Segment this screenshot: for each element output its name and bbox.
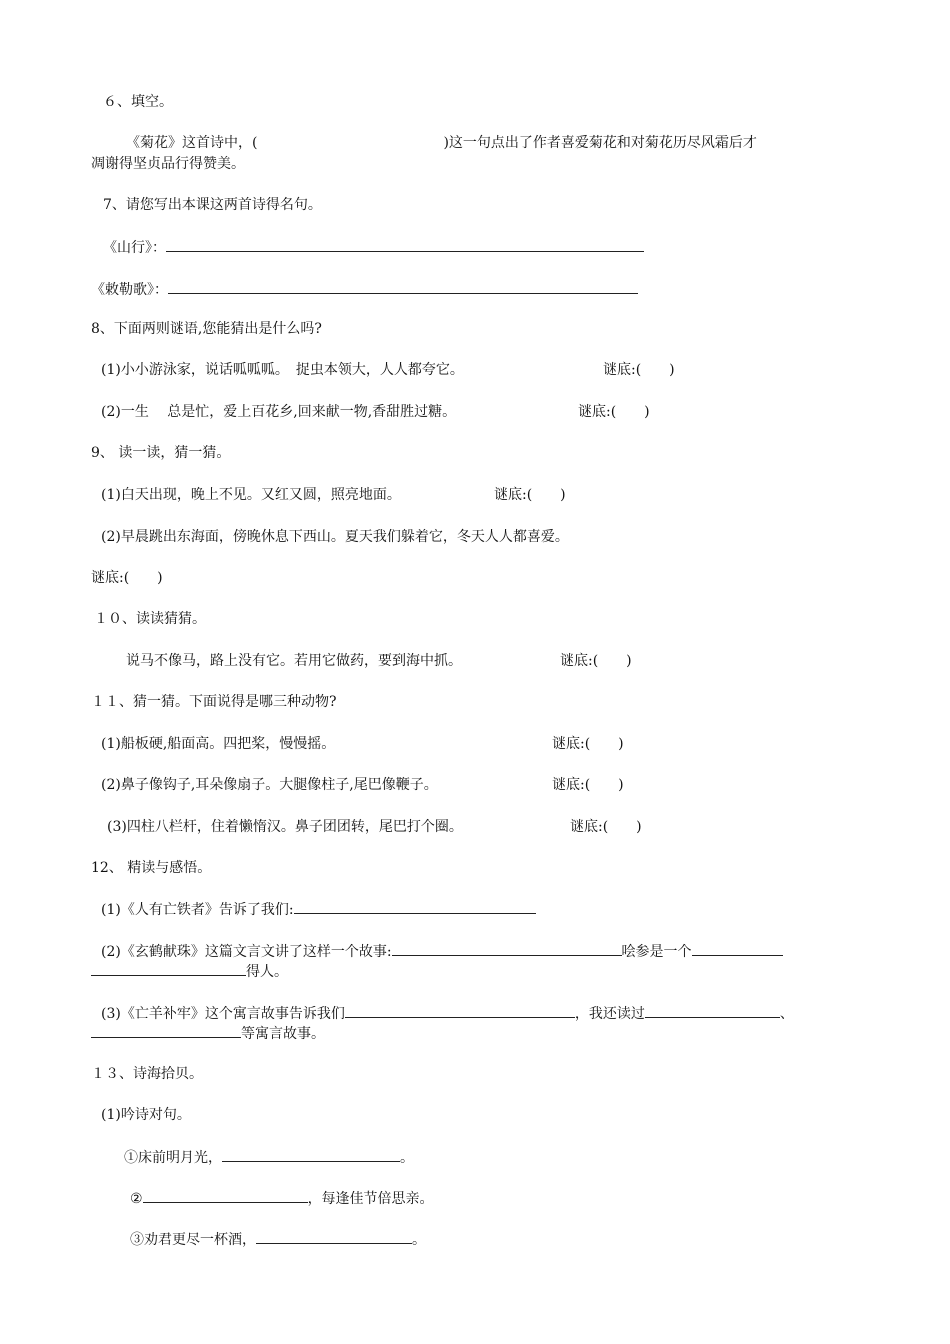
q11-riddle-1-answer[interactable]: 谜底:( ) bbox=[552, 736, 624, 752]
q11-riddle-2: (2)鼻子像钩子,耳朵像扇子。大腿像柱子,尾巴像鞭子。 bbox=[101, 777, 438, 793]
q12-item-3-blank-2[interactable] bbox=[645, 1003, 780, 1018]
q7-heading: 7、请您写出本课这两首诗得名句。 bbox=[103, 197, 322, 213]
q12-item-2-text-c: 得人。 bbox=[246, 964, 288, 980]
q9-heading: 9、 读一读，猜一猜。 bbox=[91, 445, 231, 461]
q12-item-3-text-c: 、 bbox=[779, 1006, 794, 1022]
q12-item-2-line2 bbox=[91, 961, 288, 981]
q8-riddle-2-answer[interactable]: 谜底:( ) bbox=[578, 404, 650, 420]
q7-chilege-label: 《敕勒歌》： bbox=[91, 282, 168, 298]
q9-riddle-1: (1)白天出现，晚上不见。又红又圆，照亮地面。 bbox=[101, 487, 401, 503]
q12-heading: 12、 精读与感悟。 bbox=[91, 860, 212, 876]
q10-heading: １０、读读猜猜。 bbox=[94, 611, 206, 627]
q10-riddle-1: 说马不像马，路上没有它。若用它做药，要到海中抓。 bbox=[126, 653, 462, 669]
q12-item-2-text-b: 哙参是一个 bbox=[621, 944, 692, 960]
q12-item-3-blank-1[interactable] bbox=[345, 1003, 575, 1018]
q13-poem-1-text-b: 。 bbox=[400, 1150, 414, 1166]
q12-item-2-text-a: (2)《玄鹤献珠》这篇文言文讲了这样一个故事: bbox=[101, 944, 392, 960]
q9-riddle-2-answer[interactable]: 谜底:( ) bbox=[91, 570, 163, 586]
q11-riddle-1: (1)船板硬,船面高。四把桨，慢慢摇。 bbox=[101, 736, 336, 752]
q13-poem-2-text-a: ② bbox=[130, 1191, 143, 1207]
q10-riddle-1-answer[interactable]: 谜底:( ) bbox=[560, 653, 632, 669]
q8-riddle-1-answer[interactable]: 谜底:( ) bbox=[603, 362, 675, 378]
q11-riddle-3-answer[interactable]: 谜底:( ) bbox=[570, 819, 642, 835]
q13-poem-3-text-a: ③劝君更尽一杯酒， bbox=[130, 1232, 256, 1248]
q6-line1-b: )这一句点出了作者喜爱菊花和对菊花历尽风霜后才 bbox=[443, 135, 757, 151]
q13-poem-3-text-b: 。 bbox=[412, 1232, 426, 1248]
q6-line1-a: 《菊花》这首诗中，( bbox=[126, 135, 258, 151]
q9-riddle-1-answer[interactable]: 谜底:( ) bbox=[494, 487, 566, 503]
q8-riddle-1: (1)小小游泳家，说话呱呱呱。 捉虫本领大，人人都夸它。 bbox=[101, 362, 464, 378]
q13-poem-1 bbox=[124, 1147, 414, 1167]
q12-item-3-line1 bbox=[101, 1003, 794, 1023]
q13-poem-2 bbox=[130, 1188, 434, 1208]
q12-item-1 bbox=[101, 899, 536, 919]
q7-shanxing-label: 《山行》： bbox=[103, 240, 166, 256]
q13-heading: １３、诗海拾贝。 bbox=[91, 1066, 203, 1082]
q7-chilege-row bbox=[91, 279, 638, 299]
q7-shanxing-blank[interactable] bbox=[166, 237, 644, 252]
q8-riddle-2: (2)一生 总是忙，爱上百花乡,回来献一物,香甜胜过糖。 bbox=[101, 404, 457, 420]
q6-line1 bbox=[126, 133, 757, 153]
q12-item-3-line2 bbox=[91, 1023, 325, 1043]
q7-chilege-blank[interactable] bbox=[168, 279, 638, 294]
q13-poem-3-blank[interactable] bbox=[256, 1229, 412, 1244]
q13-poem-2-blank[interactable] bbox=[143, 1188, 308, 1203]
q12-item-2-blank-2[interactable] bbox=[692, 941, 783, 956]
q13-poem-3 bbox=[130, 1229, 426, 1249]
q12-item-3-text-b: ，我还读过 bbox=[574, 1006, 645, 1022]
q11-heading: １１、猜一猜。下面说得是哪三种动物? bbox=[91, 694, 337, 710]
q7-shanxing-row bbox=[103, 237, 644, 257]
q12-item-1-text: (1)《人有亡铁者》告诉了我们: bbox=[101, 902, 294, 918]
q12-item-1-blank[interactable] bbox=[294, 899, 536, 914]
q9-riddle-2: (2)早晨跳出东海面，傍晚休息下西山。夏天我们躲着它，冬天人人都喜爱。 bbox=[101, 529, 569, 545]
q11-riddle-2-answer[interactable]: 谜底:( ) bbox=[552, 777, 624, 793]
q13-sub-heading: (1)吟诗对句。 bbox=[101, 1107, 191, 1123]
q6-line2: 凋谢得坚贞品行得赞美。 bbox=[91, 156, 245, 172]
q6-heading: ６、填空。 bbox=[103, 94, 173, 110]
q12-item-2-line1 bbox=[101, 941, 783, 961]
q13-poem-1-text-a: ①床前明月光， bbox=[124, 1150, 222, 1166]
q8-heading: 8、下面两则谜语,您能猜出是什么吗? bbox=[91, 321, 322, 337]
q12-item-3-blank-3[interactable] bbox=[91, 1023, 241, 1038]
q12-item-3-text-d: 等寓言故事。 bbox=[241, 1026, 325, 1042]
q12-item-2-blank-1[interactable] bbox=[392, 941, 622, 956]
q12-item-2-blank-3[interactable] bbox=[91, 961, 246, 976]
q13-poem-1-blank[interactable] bbox=[222, 1147, 400, 1162]
q13-poem-2-text-b: ，每逢佳节倍思亲。 bbox=[307, 1191, 434, 1207]
q12-item-3-text-a: (3)《亡羊补牢》这个寓言故事告诉我们 bbox=[101, 1006, 345, 1022]
q11-riddle-3: (3)四柱八栏杆，住着懒惰汉。鼻子团团转，尾巴打个圈。 bbox=[107, 819, 463, 835]
